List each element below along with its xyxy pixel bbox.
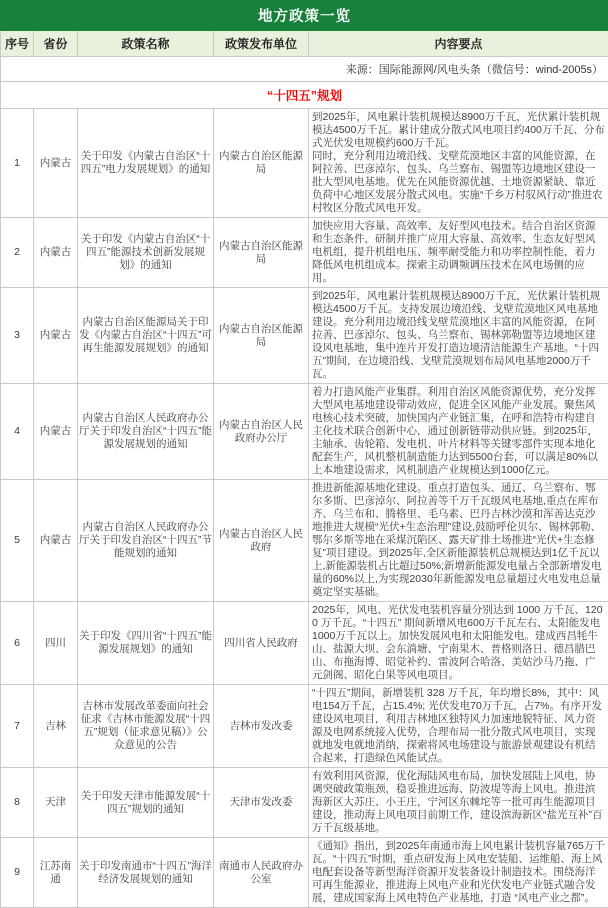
content-paragraph: 着力打造风能产业集群。利用自治区风能资源优势，充分发挥大型风电基地建设带动效应，促进全区风能产业发展。聚焦风电核心技术突破，加快国内产业链汇集，在呼和浩特市构建自主化技术联合创新中心，通过创新链带动供应链。到2025年，主轴承、齿轮箱、发电机、叶片材料等关键零部件实现本地化配套生产，风机整机制造能力达到5500台套，可以满足80%以上本地建设需求，风机制造产业规模达到1000亿元。 (312, 386, 605, 477)
table-row (1, 768, 608, 838)
policy-name-cell: 关于印发《四川省“十四五”能源发展规划》的通知 (78, 602, 214, 685)
section-header-row (1, 82, 608, 109)
column-header-content: 内容要点 (309, 31, 608, 57)
table-row (1, 288, 608, 384)
row-number-cell: 7 (1, 685, 34, 768)
agency-cell: 内蒙古自治区人民政府办公厅 (214, 384, 309, 480)
province-cell: 内蒙古 (34, 480, 78, 602)
policy-name-cell: 内蒙古自治区能源局关于印发《内蒙古自治区“十四五”可再生能源发展规划》的通知 (78, 288, 214, 384)
content-paragraph: 到2025年，风电累计装机规模达8900万千瓦，光伏累计装机规模达4500万千瓦。支持发展边境沿线、戈壁荒漠地区风电基地建设。充分利用边境沿线戈壁荒漠地区丰富的风能资源，在阿拉善、巴彦淖尔、包头、乌兰察布、锡林郭勒盟等边境地区建设风电基地，集中连片开发打造边境清洁能源生产基地。“十四五”期间，在边境沿线、戈壁荒漠规划布局风电基地2000万千瓦。 (312, 290, 605, 381)
agency-cell: 内蒙古自治区能源局 (214, 288, 309, 384)
table-title-row (1, 1, 608, 31)
province-cell: 内蒙古 (34, 109, 78, 218)
table-row (1, 685, 608, 768)
content-paragraph: 有效利用风资源，优化海陆风电布局，加快发展陆上风电，协调突破政策瓶颈，稳妥推进远海、防波堤等海上风电。推进滨海新区大苏庄、小王庄，宁河区东棘坨等一批可再生能源项目建设，推动海上风电项目前期工作，建设滨海新区“盐光互补”百万千瓦级基地。 (312, 770, 605, 835)
content-paragraph: 2025年，风电、光伏发电装机容量分别达到 1000 万千瓦、1200 万千瓦。“十四五” 期间新增风电600万千瓦左右、太阳能发电1000万千瓦以上。加快发展风电和太阳能发电。建成西昌牦牛山、盐源大坝、会东淌塘、宁南果木、普格则洛日、德昌腊巴山、布拖海博、昭觉补约、雷波阿合哈洛、美姑沙马乃拖、广元剑阁、昭化白果等风电项目。 (312, 604, 605, 682)
policy-name-cell: 关于印发南通市“十四五”海洋经济发展规划的通知 (78, 838, 214, 908)
column-header-policy-name: 政策名称 (78, 31, 214, 57)
agency-cell: 天津市发改委 (214, 768, 309, 838)
table-row (1, 480, 608, 602)
table-row (1, 838, 608, 908)
province-cell: 吉林 (34, 685, 78, 768)
province-cell: 天津 (34, 768, 78, 838)
content-cell (309, 838, 608, 908)
table-row (1, 218, 608, 288)
content-paragraph: 推进新能源基地化建设。重点打造包头、通辽、乌兰察布、鄂尔多斯、巴彦淖尔、阿拉善等千万千瓦级风电基地,重点在库布齐、乌兰布和、腾格里、毛乌素、巴丹吉林沙漠和浑善达克沙地推进大规模“光伏+生态治理”建设,鼓励呼伦贝尔、锡林郭勒、鄂尔多斯等地在采煤沉陷区、露天矿排土场推进“光伏+生态修复”项目建设。到2025年,全区新能源装机总规模达到1亿千瓦以上,新能源装机占比超过50%;新增新能源发电量占全部新增发电量的60%以上,为实现2030年新能源发电总量超过火电发电总量奠定坚实基础。 (312, 482, 605, 599)
province-cell: 内蒙古 (34, 288, 78, 384)
content-cell (309, 109, 608, 218)
agency-cell: 南通市人民政府办公室 (214, 838, 309, 908)
content-cell (309, 384, 608, 480)
table-row (1, 384, 608, 480)
column-header-no: 序号 (1, 31, 34, 57)
source-row (1, 57, 608, 82)
column-header-agency: 政策发布单位 (214, 31, 309, 57)
content-paragraph: “十四五”期间，新增装机 328 万千瓦，年均增长8%，其中：风电154万千瓦，占15.4%; 光伏发电70万千瓦，占7%。有序开发建设风电项目，利用吉林地区独特风力加速地貌特征、风力资源及电网系统接入优势，合理布局一批分散式风电项目，实现就地发电就地消纳，探索将风电场建设与旅游景观建设有机结合起来，打造绿色风能试点。 (312, 687, 605, 765)
section-title: “十四五”规划 (267, 89, 342, 103)
content-cell (309, 480, 608, 602)
content-cell (309, 768, 608, 838)
policy-name-cell: 内蒙古自治区人民政府办公厅关于印发自治区“十四五”节能规划的通知 (78, 480, 214, 602)
province-cell: 江苏南通 (34, 838, 78, 908)
content-paragraph: 到2025年，风电累计装机规模达8900万千瓦，光伏累计装机规模达4500万千瓦。累计建成分散式风电项目约400万千瓦、分布式光伏发电规模约600万千瓦。 (312, 111, 605, 150)
agency-cell: 内蒙古自治区能源局 (214, 218, 309, 288)
content-paragraph: 《通知》指出，到2025年南通市海上风电累计装机容量765万千瓦。“十四五”时期，重点研发海上风电安装船、运维船、海上风电配套设备等新型海洋资源开发装备设计制造技术。围绕海洋可再生能源业，推进海上风电产业和光伏发电产业链式融合发展，建成国家海上风电特色产业基地，打造 “风电产业之都”。 (312, 840, 605, 905)
row-number-cell: 9 (1, 838, 34, 908)
agency-cell: 四川省人民政府 (214, 602, 309, 685)
policy-name-cell: 关于印发天津市能源发展“十四五”规划的通知 (78, 768, 214, 838)
row-number-cell: 4 (1, 384, 34, 480)
table-row (1, 602, 608, 685)
province-cell: 内蒙古 (34, 218, 78, 288)
policy-name-cell: 内蒙古自治区人民政府办公厅关于印发自治区“十四五”能源发展规划的通知 (78, 384, 214, 480)
agency-cell: 吉林市发改委 (214, 685, 309, 768)
content-paragraph: 加快应用大容量、高效率、友好型风电技术。结合自治区资源和生态条件，研制并推广应用大容量、高效率、生态友好型风电机组，提升机组电压、频率耐受能力和功率控制性能，着力降低风电机组成本。探索主动调频调压技术在风电场侧的应用。 (312, 220, 605, 285)
content-cell (309, 685, 608, 768)
content-cell (309, 218, 608, 288)
row-number-cell: 5 (1, 480, 34, 602)
content-cell (309, 602, 608, 685)
policy-name-cell: 吉林市发展改革委面向社会征求《吉林市能源发展“十四五”规划（征求意见稿）》公众意见的公告 (78, 685, 214, 768)
policy-name-cell: 关于印发《内蒙古自治区“十四五”能源技术创新发展规划》的通知 (78, 218, 214, 288)
content-paragraph: 同时，充分利用边境沿线、戈壁荒漠地区丰富的风能资源，在阿拉善、巴彦淖尔、包头、乌兰察布、锡盟等边境地区建设一批大型风电基地。优先在风能资源优越、土地资源紧缺、靠近负荷中心地区发展分散式风电。实施“千乡万村驭风行动”推进农村牧区分散式风电开发。 (312, 150, 605, 215)
agency-cell: 内蒙古自治区能源局 (214, 109, 309, 218)
row-number-cell: 8 (1, 768, 34, 838)
province-cell: 内蒙古 (34, 384, 78, 480)
table-row (1, 109, 608, 218)
policy-name-cell: 关于印发《内蒙古自治区“十四五”电力发展规划》的通知 (78, 109, 214, 218)
column-header-row (1, 31, 608, 57)
row-number-cell: 6 (1, 602, 34, 685)
row-number-cell: 2 (1, 218, 34, 288)
page-title: 地方政策一览 (1, 1, 608, 31)
agency-cell: 内蒙古自治区人民政府 (214, 480, 309, 602)
table-body (1, 109, 608, 908)
source-text: 来源：国际能源网/风电头条（微信号：wind-2005s） (1, 57, 608, 82)
province-cell: 四川 (34, 602, 78, 685)
row-number-cell: 3 (1, 288, 34, 384)
content-cell (309, 288, 608, 384)
row-number-cell: 1 (1, 109, 34, 218)
column-header-province: 省份 (34, 31, 78, 57)
